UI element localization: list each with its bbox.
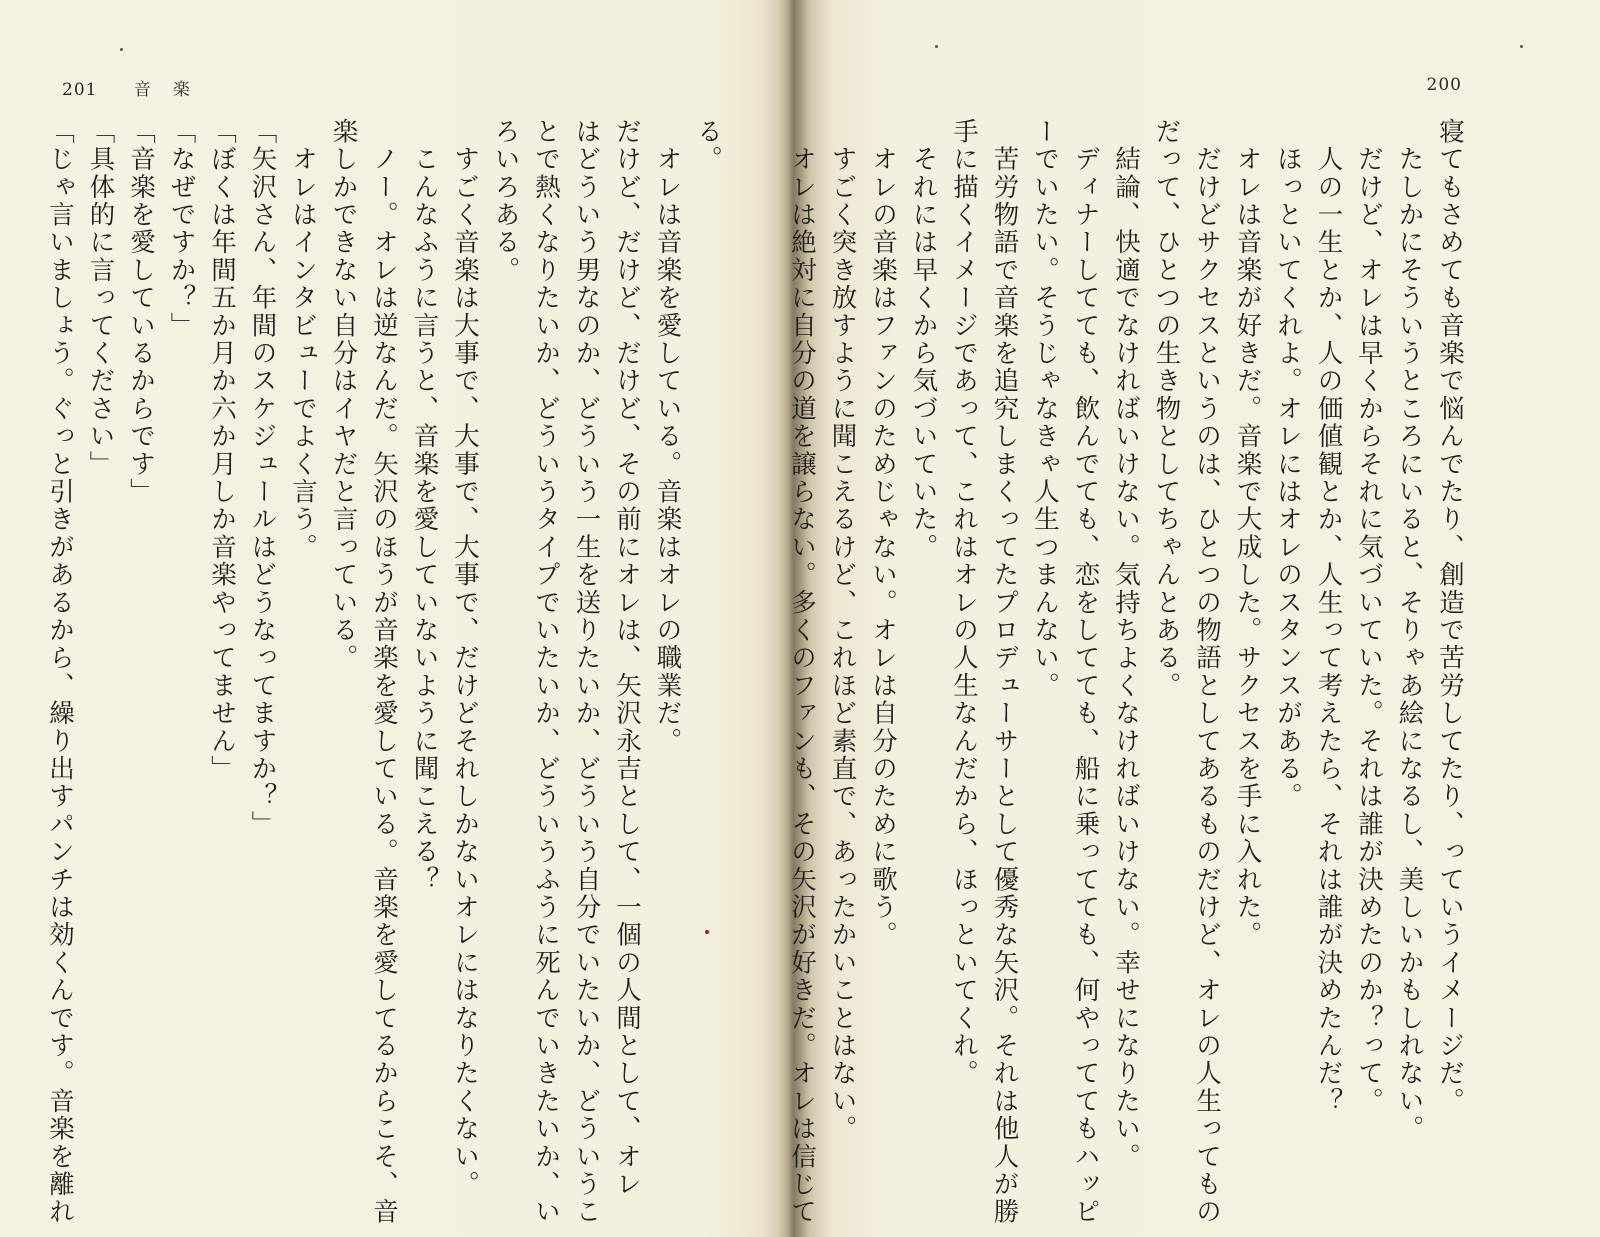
- left-page-text: [40, 118, 729, 1226]
- text-line: 人の一生とか、人の価値観とか、人生って考えたら、それは誰が決めたんだ？: [1313, 118, 1344, 1116]
- text-line: 「ぼくは年間五か月か六か月しか音楽やってません」: [207, 118, 237, 783]
- text-line: オレは音楽を愛している。音楽はオレの職業だ。: [652, 118, 683, 756]
- right-page-number: 200: [1426, 75, 1462, 95]
- text-line: 苦労物語で音楽を追究しまくってたプロデューサーとして優秀な矢沢。それは他人が勝: [989, 118, 1020, 1226]
- text-line: 「矢沢さん、年間のスケジュールはどうなってますか？」: [247, 118, 278, 839]
- text-line: ほっといてくれよ。オレにはオレのスタンスがある。: [1273, 118, 1303, 811]
- paper-speck: [120, 48, 123, 51]
- right-page: [787, 0, 1600, 1237]
- text-line: とで熱くなりたいか、どういうタイプでいたいか、どういうふうに死んでいきたいか、い: [531, 118, 561, 1226]
- left-page: [0, 0, 790, 1237]
- left-page-number: 201: [62, 80, 98, 100]
- text-line: だけど、だけど、だけど、その前にオレは、矢沢永吉として、一個の人間として、オレ: [612, 118, 642, 1199]
- paper-speck: [1520, 45, 1523, 48]
- text-line: 楽しかできない自分はイヤだと言っている。: [328, 118, 359, 672]
- text-line: オレはインタビューでよく言う。: [288, 118, 318, 562]
- text-line: こんなふうに言うと、音楽を愛していないように聞こえる？: [409, 118, 440, 894]
- text-line: ろいろある。: [490, 118, 521, 285]
- paper-speck: [935, 45, 938, 48]
- right-page-header: [1427, 75, 1462, 95]
- text-line: オレの音楽はファンのためじゃない。オレは自分のために歌う。: [868, 118, 898, 949]
- left-page-header: [62, 75, 212, 100]
- text-line: オレは音楽が好きだ。音楽で大成した。サクセスを手に入れた。: [1232, 118, 1263, 949]
- text-line: 結論、快適でなければいけない。気持ちよくなければいけない。幸せになりたい。: [1111, 118, 1141, 1171]
- right-page-text: [782, 118, 1471, 1226]
- text-line: 手に描くイメージであって、これはオレの人生なんだから、ほっといてくれ。: [949, 118, 979, 1088]
- text-line: 寝てもさめても音楽で悩んでたり、創造で苦労してたり、っていうイメージだ。: [1435, 118, 1465, 1116]
- text-line: オレは絶対に自分の道を譲らない。多くのファンも、その矢沢が好きだ。オレは信じて: [787, 118, 817, 1226]
- text-line: すごく音楽は大事で、大事で、大事で、だけどそれしかないオレにはなりたくない。: [450, 118, 480, 1199]
- text-line: ディナーしてても、飲んでても、恋をしてても、船に乗ってても、何やっててもハッピ: [1070, 118, 1101, 1226]
- text-line: だって、ひとつの生き物としてちゃんとある。: [1151, 118, 1182, 700]
- text-line: たしかにそういうところにいると、そりゃあ絵になるし、美しいかもしれない。: [1394, 118, 1425, 1143]
- text-line: 「音楽を愛しているからです」: [126, 118, 156, 506]
- text-line: ーでいたい。そうじゃなきゃ人生つまんない。: [1030, 118, 1060, 700]
- text-line: はどういう男なのか、どういう一生を送りたいか、どういう自分でいたいか、どういうこ: [571, 118, 602, 1226]
- text-line: 「具体的に言ってください」: [85, 118, 116, 479]
- text-line: る。: [693, 118, 723, 174]
- ink-speck: [705, 930, 709, 934]
- text-line: 「なぜですか？」: [166, 118, 197, 340]
- text-line: ノー。オレは逆なんだ。矢沢のほうが音楽を愛している。音楽を愛してるからこそ、音: [369, 118, 399, 1226]
- running-title: 音楽: [133, 80, 212, 100]
- text-line: だけど、オレは早くからそれに気づいていた。それは誰が決めたのか？って。: [1354, 118, 1384, 1116]
- text-line: 「じゃ言いましょう。ぐっと引きがあるから、繰り出すパンチは効くんです。音楽を離れ: [45, 118, 75, 1226]
- text-line: それには早くから気づいていた。: [908, 118, 939, 562]
- text-line: すごく突き放すように聞こえるけど、これほど素直で、あったかいことはない。: [827, 118, 858, 1143]
- text-line: だけどサクセスというのは、ひとつの物語としてあるものだけど、オレの人生ってもの: [1192, 118, 1222, 1226]
